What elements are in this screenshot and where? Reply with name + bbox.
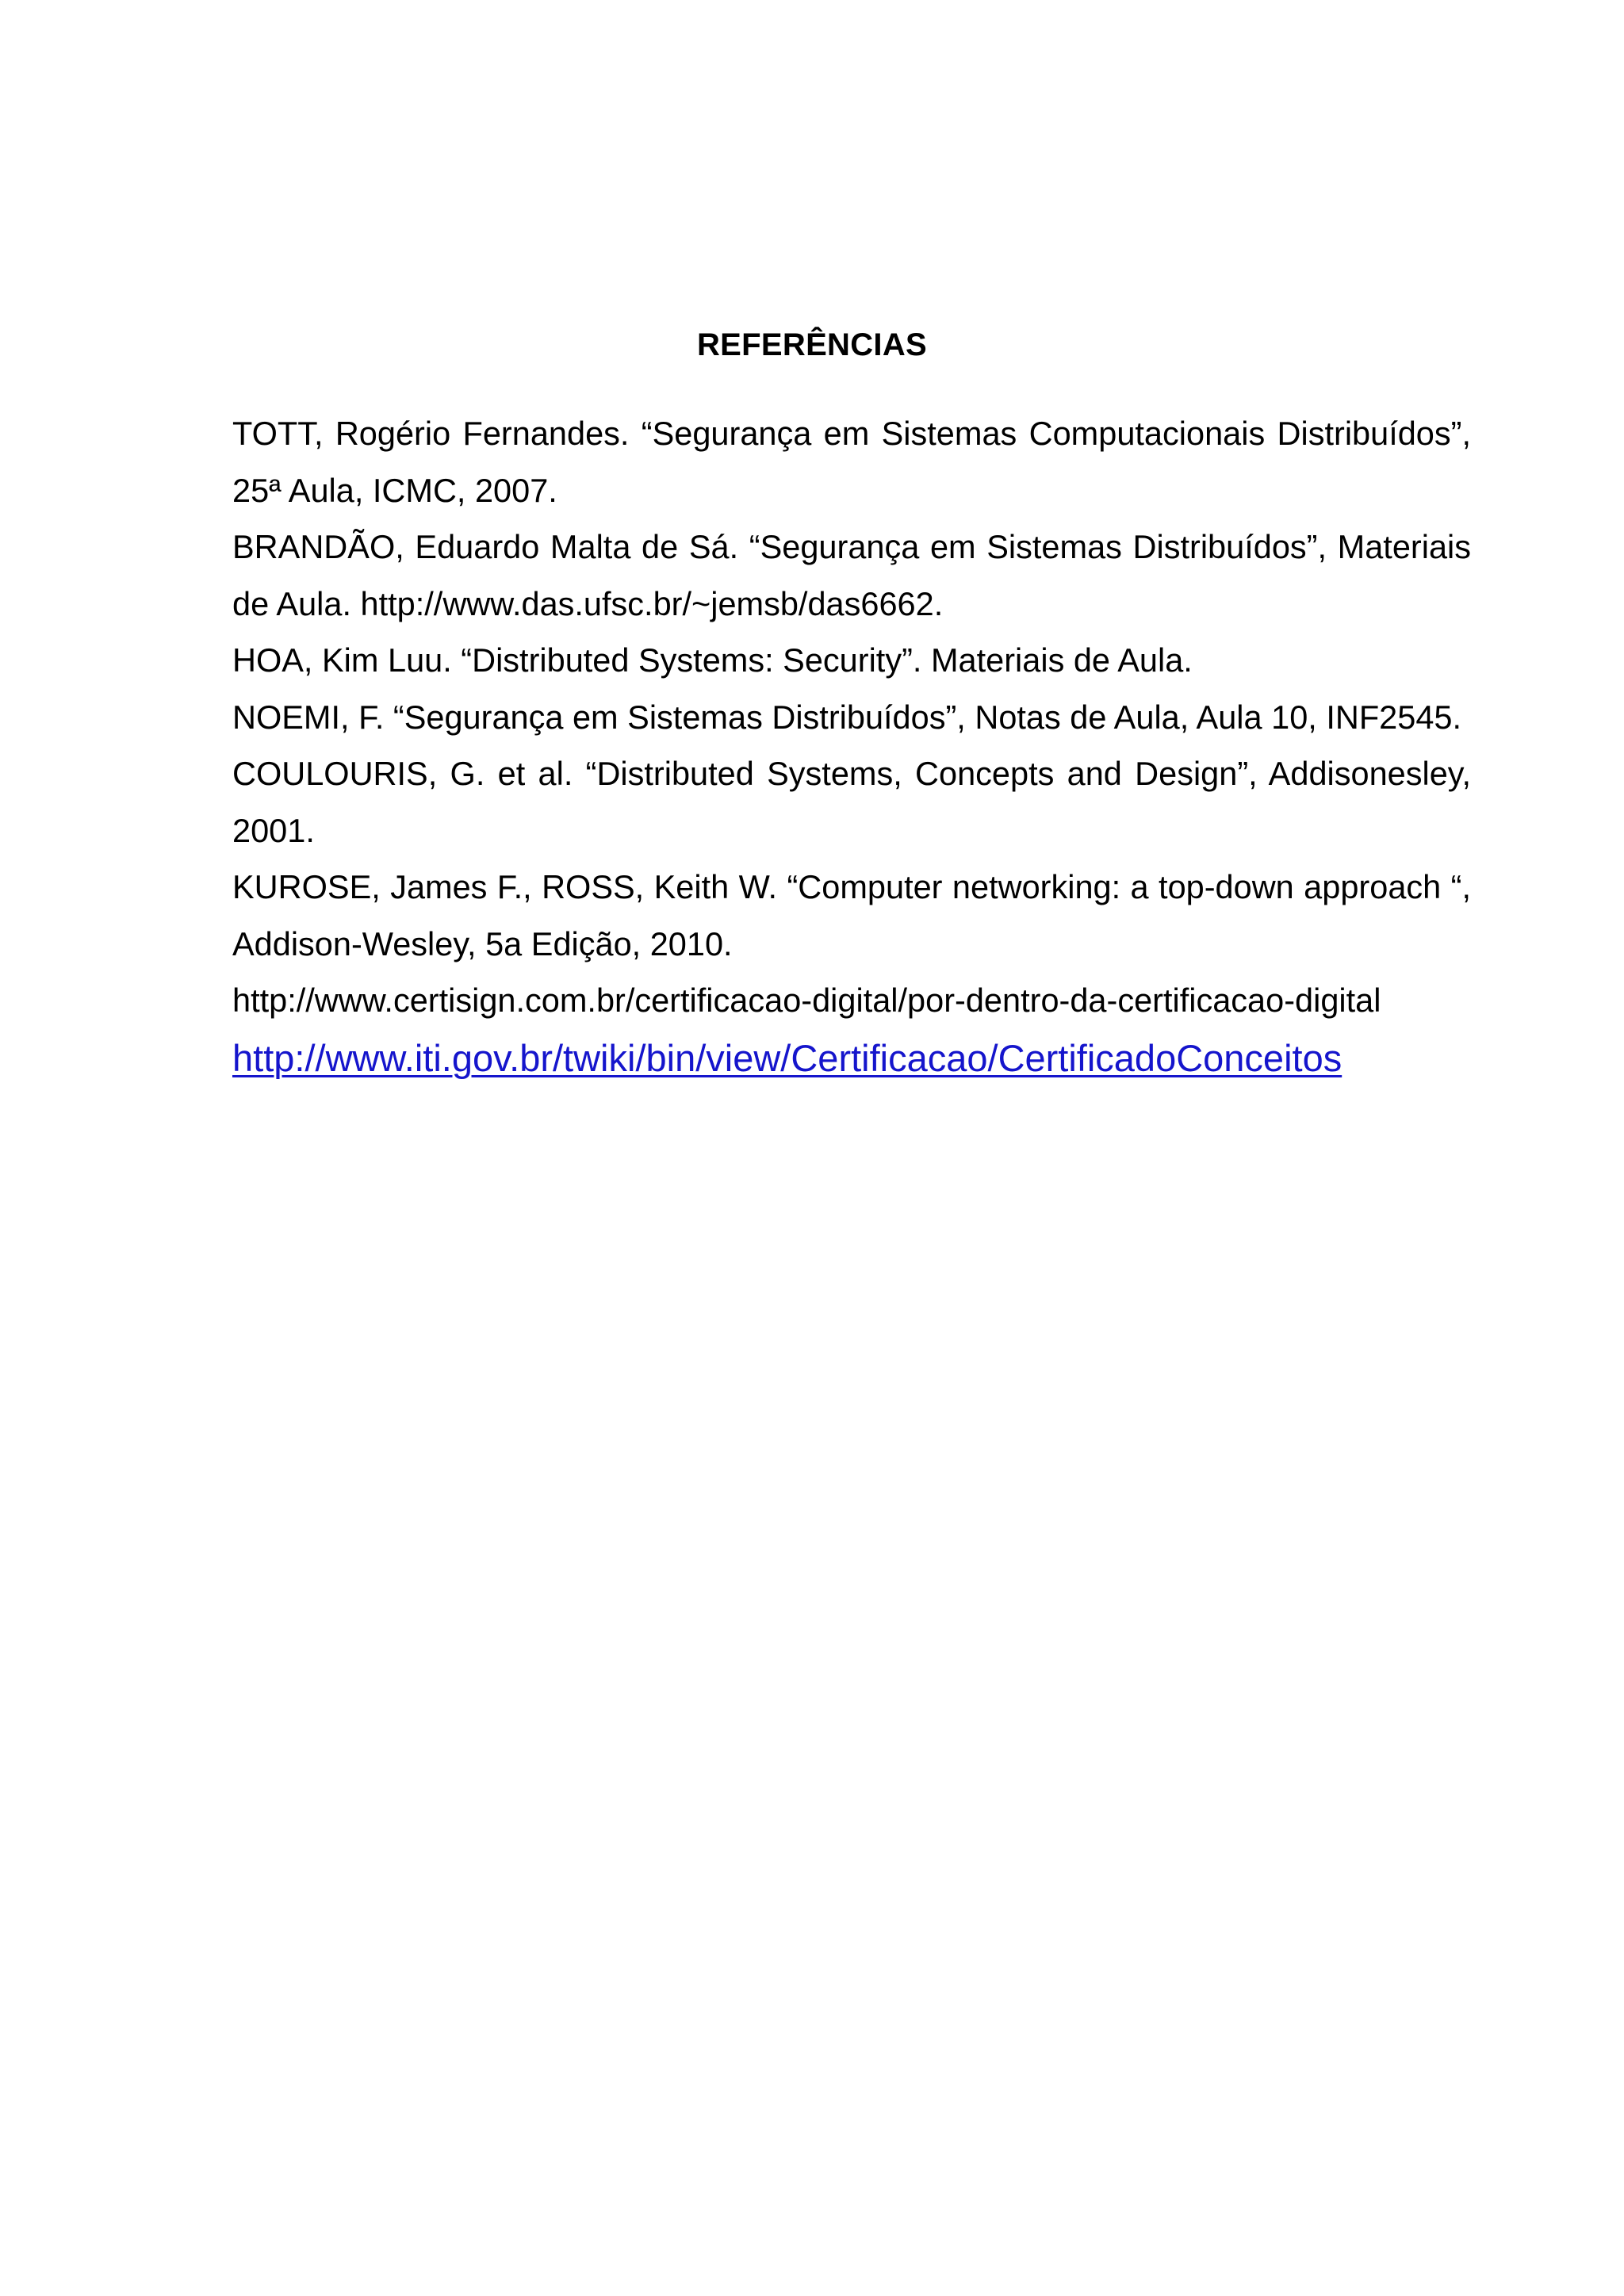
reference-item: BRANDÃO, Eduardo Malta de Sá. “Segurança em Sistemas Distribuídos”, Materiais de Aula. http://www.das.ufsc.br/~jemsb/das6662. xyxy=(232,528,1471,622)
reference-item: KUROSE, James F., ROSS, Keith W. “Computer networking: a top-down approach “, Addison-Wesley, 5a Edição, 2010. xyxy=(232,868,1471,962)
reference-item: COULOURIS, G. et al. “Distributed Systems, Concepts and Design”, Addisonesley, 2001. xyxy=(232,755,1471,849)
reference-hyperlink[interactable]: http://www.iti.gov.br/twiki/bin/view/Certificacao/CertificadoConceitos xyxy=(232,1036,1342,1079)
references-list xyxy=(232,405,1471,1085)
reference-item: NOEMI, F. “Segurança em Sistemas Distribuídos”, Notas de Aula, Aula 10, INF2545. xyxy=(232,698,1462,736)
reference-item: HOA, Kim Luu. “Distributed Systems: Security”. Materiais de Aula. xyxy=(232,641,1193,679)
reference-item: TOTT, Rogério Fernandes. “Segurança em Sistemas Computacionais Distribuídos”, 25ª Aula, ICMC, 2007. xyxy=(232,415,1471,509)
reference-url: http://www.certisign.com.br/certificacao-digital/por-dentro-da-certificacao-digital xyxy=(232,982,1381,1019)
references-heading: REFERÊNCIAS xyxy=(697,327,927,362)
